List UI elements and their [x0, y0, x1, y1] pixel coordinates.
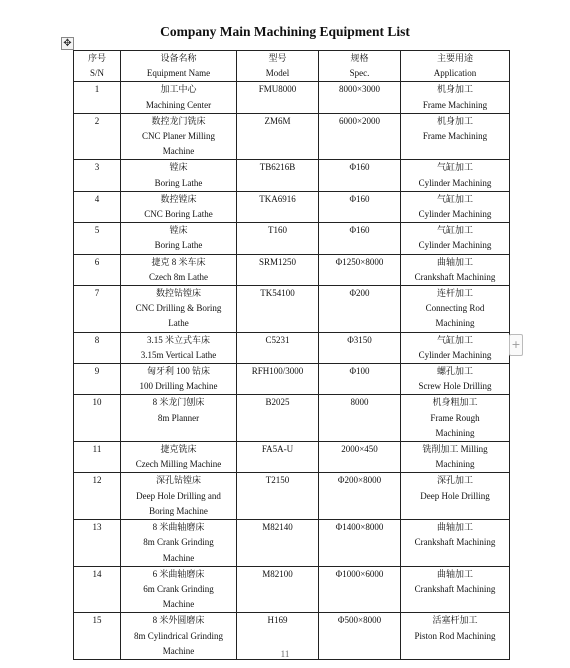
cell-model: [237, 113, 319, 160]
cell-model: [237, 566, 319, 613]
cell-text: Φ500×8000: [337, 615, 382, 626]
cell-text: 曲轴加工: [436, 522, 473, 533]
cell-text: 匈牙利 100 钻床: [146, 366, 210, 377]
cell-text: 数控钻镗床: [155, 288, 201, 299]
cell-application: [401, 191, 510, 222]
cell-text: Machine: [162, 552, 195, 563]
cell-text: 8m Cylindrical Grinding: [134, 630, 223, 641]
cell-text: Machine: [162, 599, 195, 610]
cell-text: 14: [92, 568, 102, 579]
cell-sn: [74, 442, 121, 473]
cell-spec: [319, 473, 401, 520]
cell-text: Cylinder Machining: [418, 209, 492, 220]
cell-sn: [74, 82, 121, 113]
page-number: 11: [280, 649, 290, 659]
cell-text: 机身加工: [436, 84, 473, 95]
cell-text: Cylinder Machining: [418, 177, 492, 188]
cell-equipment-name: [121, 473, 237, 520]
cell-text: 13: [92, 522, 102, 533]
cell-model: [237, 520, 319, 567]
cell-text: 数控龙门铣床: [151, 115, 206, 126]
cell-model: [237, 395, 319, 442]
cell-spec: [319, 160, 401, 191]
cell-text: 11: [92, 444, 102, 455]
cell-text: 机身粗加工: [432, 397, 478, 408]
cell-sn: [74, 473, 121, 520]
cell-equipment-name: [121, 160, 237, 191]
cell-text: Φ1250×8000: [335, 256, 384, 267]
cell-text: Frame Machining: [422, 99, 488, 110]
cell-application: [401, 364, 510, 395]
cell-model: [237, 254, 319, 285]
cell-sn: [74, 520, 121, 567]
cell-text: Φ100: [349, 366, 370, 377]
cell-text: Crankshaft Machining: [414, 271, 496, 282]
table-row: [74, 395, 510, 442]
cell-text: CNC Planer Milling: [141, 131, 215, 142]
table-row: [74, 113, 510, 160]
cell-text: RFH100/3000: [251, 366, 304, 377]
cell-text: 8 米龙门刨床: [152, 397, 205, 408]
cell-text: 12: [92, 475, 102, 486]
cell-text: Φ160: [349, 225, 370, 236]
cell-text: ZM6M: [264, 115, 291, 126]
cell-text: Deep Hole Drilling and: [136, 490, 221, 501]
cell-sn: [74, 286, 121, 333]
cell-text: Machining: [435, 459, 475, 470]
cell-text: 镗床: [169, 162, 188, 173]
cell-text: 曲轴加工: [436, 568, 473, 579]
cell-application: [401, 332, 510, 363]
cell-text: Cylinder Machining: [418, 240, 492, 251]
cell-application: [401, 254, 510, 285]
table-row: [74, 191, 510, 222]
cell-text: Czech Milling Machine: [135, 459, 222, 470]
cell-text: 3.15m Vertical Lathe: [140, 349, 217, 360]
cell-text: Φ200×8000: [337, 475, 382, 486]
cell-text: FMU8000: [258, 84, 297, 95]
cell-spec: [319, 566, 401, 613]
cell-text: 100 Drilling Machine: [139, 381, 218, 392]
cell-text: 8: [94, 334, 100, 345]
move-icon[interactable]: ✥: [61, 37, 74, 50]
cell-spec: [319, 223, 401, 254]
cell-text: 3.15 米立式车床: [146, 334, 210, 345]
cell-equipment-name: [121, 191, 237, 222]
header-spec: [319, 51, 401, 82]
table-row: [74, 286, 510, 333]
cell-equipment-name: [121, 223, 237, 254]
cell-text: Machine: [162, 146, 195, 157]
cell-text: CNC Drilling & Boring: [135, 303, 222, 314]
cell-application: [401, 473, 510, 520]
cell-equipment-name: [121, 395, 237, 442]
cell-text: Machining Center: [145, 99, 212, 110]
cell-application: [401, 160, 510, 191]
cell-model: [237, 286, 319, 333]
header-application: [401, 51, 510, 82]
cell-model: [237, 191, 319, 222]
cell-text: Φ160: [349, 193, 370, 204]
cell-text: SRM1250: [258, 256, 296, 267]
plus-icon[interactable]: +: [509, 334, 523, 356]
cell-text: 活塞杆加工: [432, 615, 478, 626]
cell-text: 6m Crank Grinding: [143, 583, 214, 594]
cell-text: Boring Machine: [149, 505, 208, 516]
cell-text: 机身加工: [436, 115, 473, 126]
cell-text: 深孔钻镗床: [155, 475, 201, 486]
cell-equipment-name: [121, 364, 237, 395]
cell-model: [237, 332, 319, 363]
cell-model: [237, 473, 319, 520]
header-text: Model: [265, 68, 290, 79]
cell-sn: [74, 223, 121, 254]
table-row: [74, 364, 510, 395]
cell-text: 9: [94, 366, 100, 377]
header-text: 型号: [268, 53, 287, 63]
cell-equipment-name: [121, 113, 237, 160]
table-row: [74, 442, 510, 473]
cell-text: 3: [94, 162, 100, 173]
cell-text: Crankshaft Machining: [414, 537, 496, 548]
cell-spec: [319, 442, 401, 473]
cell-application: [401, 442, 510, 473]
header-text: 主要用途: [436, 53, 473, 63]
table-header-row: [74, 51, 510, 82]
cell-application: [401, 223, 510, 254]
cell-text: 气缸加工: [436, 162, 473, 173]
cell-text: FA5A-U: [261, 444, 294, 455]
cell-text: 7: [94, 288, 100, 299]
cell-spec: [319, 113, 401, 160]
cell-text: Φ1000×6000: [335, 568, 384, 579]
cell-text: 气缸加工: [436, 225, 473, 236]
cell-equipment-name: [121, 82, 237, 113]
table-row: [74, 520, 510, 567]
cell-text: Lathe: [168, 318, 189, 329]
cell-sn: [74, 191, 121, 222]
header-text: Equipment Name: [146, 68, 211, 79]
cell-application: [401, 113, 510, 160]
cell-sn: [74, 364, 121, 395]
cell-text: 8 米曲轴磨床: [152, 522, 205, 533]
cell-text: 螺孔加工: [436, 366, 473, 377]
cell-text: 气缸加工: [436, 334, 473, 345]
cell-model: [237, 223, 319, 254]
cell-text: Machining: [435, 318, 475, 329]
cell-text: 镗床: [169, 225, 188, 236]
cell-spec: [319, 254, 401, 285]
cell-text: Screw Hole Drilling: [418, 381, 492, 392]
header-text: Spec.: [349, 68, 370, 79]
table-row: [74, 82, 510, 113]
cell-text: TKA6916: [259, 193, 296, 204]
cell-spec: [319, 286, 401, 333]
cell-sn: [74, 395, 121, 442]
cell-text: T2150: [265, 475, 290, 486]
cell-spec: [319, 82, 401, 113]
cell-text: Machining: [435, 427, 475, 438]
cell-text: TK54100: [260, 288, 295, 299]
cell-text: C5231: [265, 334, 290, 345]
cell-sn: [74, 160, 121, 191]
cell-spec: [319, 364, 401, 395]
cell-spec: [319, 395, 401, 442]
cell-text: Czech 8m Lathe: [149, 271, 208, 282]
header-text: 规格: [350, 53, 369, 63]
cell-application: [401, 82, 510, 113]
table-row: [74, 473, 510, 520]
header-model: [237, 51, 319, 82]
cell-text: 曲轴加工: [436, 256, 473, 267]
cell-text: Connecting Rod: [425, 303, 485, 314]
cell-spec: [319, 520, 401, 567]
cell-application: [401, 520, 510, 567]
cell-text: 加工中心: [160, 84, 197, 95]
table-row: [74, 160, 510, 191]
cell-text: 2000×450: [341, 444, 378, 455]
cell-text: Φ160: [349, 162, 370, 173]
cell-text: 2: [94, 115, 100, 126]
cell-text: 气缸加工: [436, 193, 473, 204]
cell-text: Crankshaft Machining: [414, 583, 496, 594]
cell-sn: [74, 332, 121, 363]
header-equipment-name: [121, 51, 237, 82]
cell-model: [237, 442, 319, 473]
header-text: 序号: [87, 53, 106, 63]
cell-text: 连杆加工: [436, 288, 473, 299]
cell-sn: [74, 254, 121, 285]
cell-text: Φ1400×8000: [335, 522, 384, 533]
cell-equipment-name: [121, 332, 237, 363]
cell-text: Φ200: [349, 288, 370, 299]
cell-text: 6: [94, 256, 100, 267]
cell-spec: [319, 332, 401, 363]
cell-text: 5: [94, 225, 100, 236]
cell-text: 8000×3000: [338, 84, 381, 95]
header-sn: [74, 51, 121, 82]
cell-text: 捷克铣床: [160, 444, 197, 455]
cell-text: 6000×2000: [338, 115, 381, 126]
cell-text: 8000: [350, 397, 369, 408]
cell-model: [237, 364, 319, 395]
cell-equipment-name: [121, 286, 237, 333]
cell-text: 深孔加工: [436, 475, 473, 486]
table-row: [74, 254, 510, 285]
header-text: Application: [433, 68, 477, 79]
cell-equipment-name: [121, 566, 237, 613]
cell-text: 铣削加工 Milling: [422, 444, 488, 455]
cell-text: 8 米外圆磨床: [152, 615, 205, 626]
cell-text: Boring Lathe: [154, 240, 203, 251]
cell-text: H169: [267, 615, 288, 626]
table-row: [74, 566, 510, 613]
cell-text: CNC Boring Lathe: [144, 209, 213, 220]
cell-equipment-name: [121, 442, 237, 473]
cell-text: Piston Rod Machining: [414, 630, 496, 641]
cell-application: [401, 395, 510, 442]
cell-text: T160: [268, 225, 287, 236]
cell-application: [401, 566, 510, 613]
cell-text: Frame Machining: [422, 131, 488, 142]
cell-sn: [74, 113, 121, 160]
cell-equipment-name: [121, 254, 237, 285]
cell-text: 1: [94, 84, 100, 95]
cell-sn: [74, 566, 121, 613]
table-row: [74, 332, 510, 363]
cell-text: Deep Hole Drilling: [420, 490, 490, 501]
cell-text: Φ3150: [347, 334, 372, 345]
cell-text: 8m Crank Grinding: [143, 537, 214, 548]
cell-text: M82140: [262, 522, 293, 533]
cell-text: 数控镗床: [160, 193, 197, 204]
cell-text: Cylinder Machining: [418, 349, 492, 360]
cell-text: 6 米曲轴磨床: [152, 568, 205, 579]
document-title: Company Main Machining Equipment List: [160, 24, 410, 39]
cell-text: TB6216B: [259, 162, 296, 173]
cell-model: [237, 160, 319, 191]
cell-text: Boring Lathe: [154, 177, 203, 188]
cell-text: 10: [92, 397, 102, 408]
cell-text: 8m Planner: [157, 412, 200, 423]
cell-equipment-name: [121, 520, 237, 567]
cell-text: 捷克 8 米车床: [151, 256, 206, 267]
cell-text: 4: [94, 193, 100, 204]
cell-spec: [319, 191, 401, 222]
header-text: S/N: [89, 68, 104, 79]
equipment-table: [73, 50, 510, 660]
cell-text: M82100: [262, 568, 293, 579]
header-text: 设备名称: [160, 53, 197, 63]
cell-text: 15: [92, 615, 102, 626]
table-row: [74, 223, 510, 254]
cell-text: Machine: [162, 645, 195, 656]
cell-model: [237, 82, 319, 113]
cell-text: Frame Rough: [430, 412, 480, 423]
table-body: [74, 82, 510, 660]
cell-application: [401, 286, 510, 333]
cell-text: B2025: [265, 397, 290, 408]
